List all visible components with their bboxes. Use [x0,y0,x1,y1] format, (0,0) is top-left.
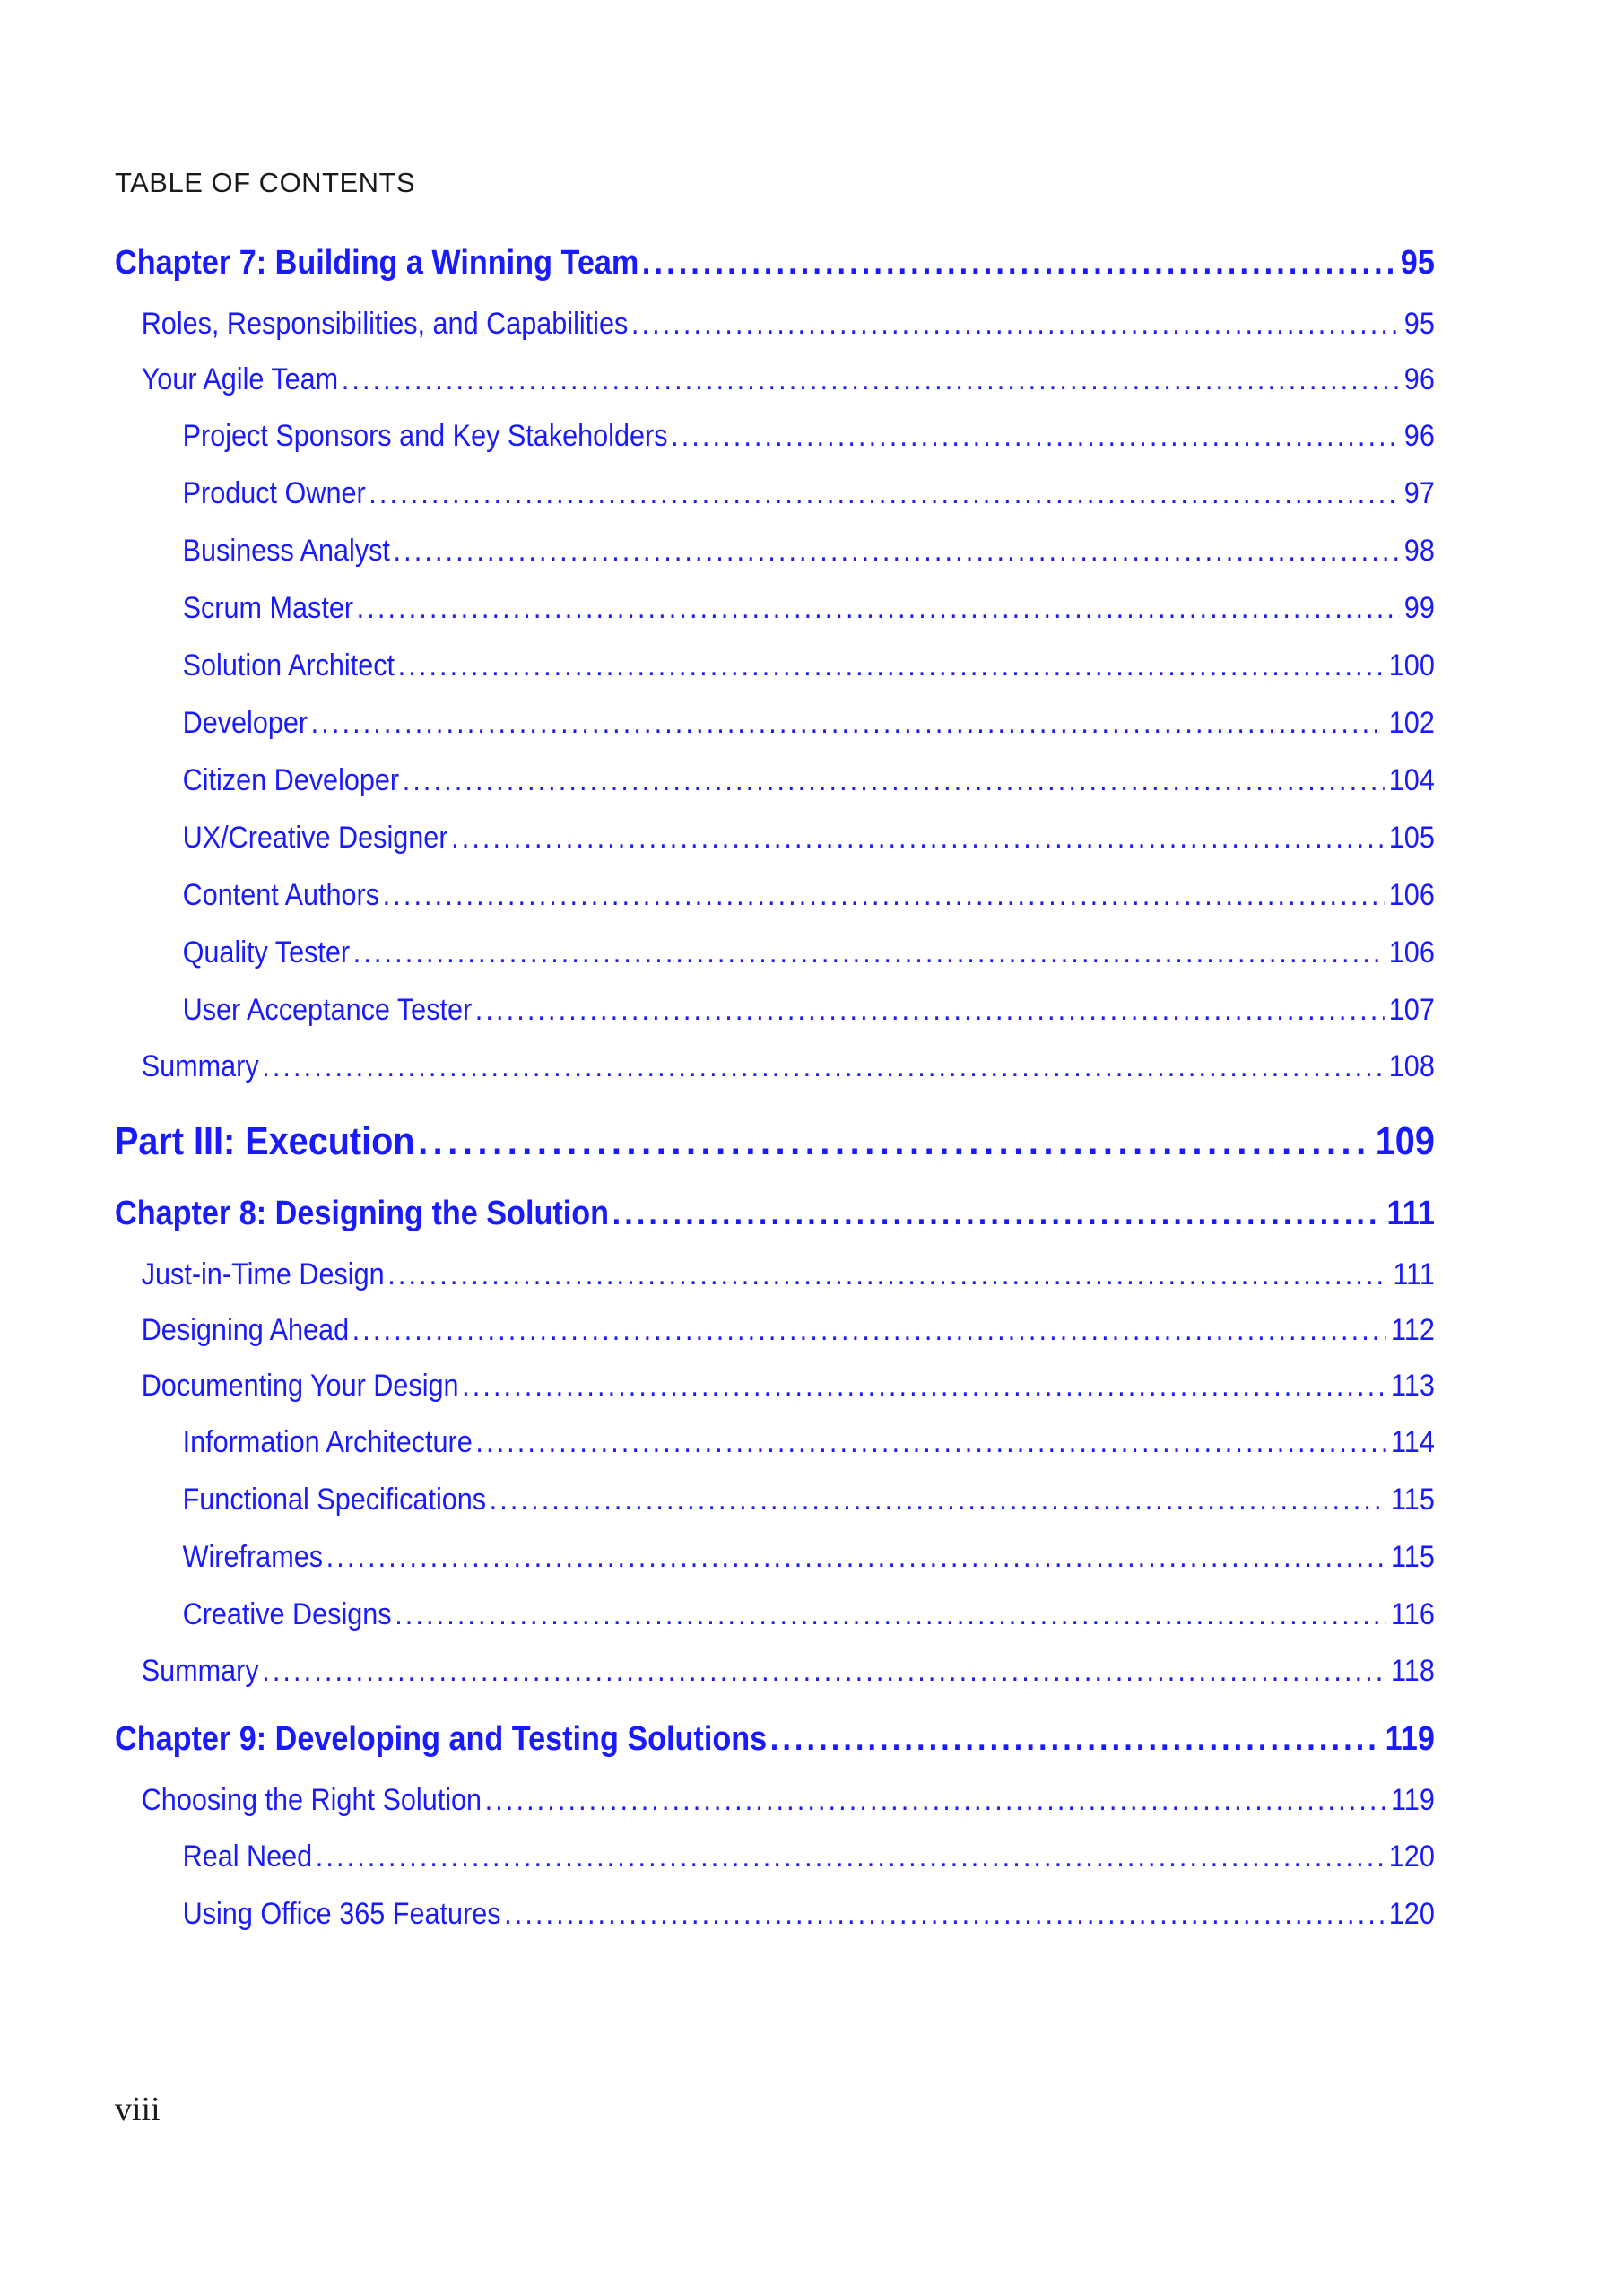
toc-entry-subsection[interactable] [115,1528,1435,1586]
toc-entry-page: 118 [1391,1654,1435,1688]
toc-entry-page: 98 [1403,534,1435,568]
toc-entry-page: 95 [1400,244,1435,282]
toc-entry-title: Roles, Responsibilities, and Capabilities [141,307,629,341]
toc-entry-part-3[interactable] [115,1110,1435,1173]
dot-leader [311,694,1385,752]
toc-entry-page: 119 [1391,1783,1435,1817]
toc-entry-title: Scrum Master [182,591,354,625]
dot-leader [642,235,1396,291]
toc-entry-subsection[interactable] [115,866,1435,924]
toc-entry-title: Your Agile Team [141,362,339,396]
toc-entry-title: Business Analyst [182,534,390,568]
toc-entry-subsection[interactable] [115,1885,1435,1943]
toc-entry-title: User Acceptance Tester [182,993,473,1027]
toc-entry-title: Part III: Execution [115,1119,415,1163]
dot-leader [316,1828,1385,1885]
toc-entry-page: 111 [1393,1257,1435,1292]
toc-entry-subsection[interactable] [115,1413,1435,1471]
dot-leader [504,1885,1384,1943]
toc-entry-title: Designing Ahead [141,1313,350,1347]
toc-entry-title: Using Office 365 Features [182,1897,501,1931]
toc-entry-title: Developer [182,706,308,740]
toc-entry-title: Information Architecture [182,1425,473,1459]
toc-entry-title: Summary [141,1049,259,1083]
toc-entry-page: 97 [1403,476,1435,510]
toc-entry-section[interactable] [115,1247,1435,1302]
dot-leader [671,407,1399,465]
dot-leader [403,752,1385,809]
dot-leader [462,1358,1386,1413]
toc-entry-page: 102 [1388,706,1435,740]
dot-leader [418,1110,1370,1173]
toc-entry-chapter-9[interactable] [115,1711,1435,1767]
toc-entry-section[interactable] [115,1358,1435,1413]
toc-entry-page: 106 [1388,878,1435,912]
toc-entry-title: Citizen Developer [182,763,400,797]
dot-leader [326,1528,1386,1586]
toc-entry-subsection[interactable] [115,924,1435,981]
toc-entry-page: 112 [1391,1313,1435,1347]
toc-entry-page: 105 [1388,821,1435,855]
toc-entry-subsection[interactable] [115,752,1435,809]
dot-leader [352,1302,1386,1358]
toc-entry-page: 95 [1403,307,1435,341]
dot-leader [451,809,1384,866]
toc-entry-title: Chapter 8: Designing the Solution [115,1195,610,1232]
dot-leader [612,1186,1383,1241]
toc-entry-page: 120 [1388,1839,1435,1874]
dot-leader [490,1471,1386,1528]
toc-entry-page: 106 [1388,935,1435,970]
toc-entry-chapter-7[interactable] [115,235,1435,291]
toc-entry-page: 96 [1403,362,1435,396]
toc-entry-subsection[interactable] [115,1471,1435,1528]
toc-entry-page: 119 [1385,1720,1435,1758]
dot-leader [387,1247,1388,1302]
toc-entry-title: UX/Creative Designer [182,821,448,855]
dot-leader [485,1772,1386,1828]
dot-leader [770,1711,1381,1767]
toc-entry-page: 114 [1391,1425,1435,1459]
toc-entry-title: Solution Architect [182,648,395,683]
toc-entry-section[interactable] [115,1039,1435,1094]
toc-entry-page: 100 [1388,648,1435,683]
toc-entry-title: Chapter 7: Building a Winning Team [115,244,639,282]
dot-leader [369,465,1399,522]
toc-entry-title: Content Authors [182,878,380,912]
toc-entry-section[interactable] [115,352,1435,407]
toc-entry-title: Creative Designs [182,1597,392,1631]
toc-entry-page: 116 [1391,1597,1435,1631]
toc-entry-section[interactable] [115,296,1435,352]
toc-entry-title: Documenting Your Design [141,1369,459,1403]
toc-entry-section[interactable] [115,1302,1435,1358]
dot-leader [475,981,1385,1039]
toc-entry-subsection[interactable] [115,637,1435,694]
toc-entry-title: Quality Tester [182,935,351,970]
dot-leader [262,1039,1384,1094]
dot-leader [262,1643,1385,1699]
toc-entry-page: 120 [1388,1897,1435,1931]
toc-entry-title: Summary [141,1654,259,1688]
toc-entry-subsection[interactable] [115,522,1435,579]
toc-entry-title: Chapter 9: Developing and Testing Solutions [115,1720,768,1758]
toc-entry-title: Real Need [182,1839,313,1874]
toc-entry-subsection[interactable] [115,694,1435,752]
dot-leader [342,352,1400,407]
dot-leader [395,1586,1385,1643]
toc-entry-subsection[interactable] [115,579,1435,637]
toc-entry-title: Just-in-Time Design [141,1257,385,1292]
page-number: viii [115,2091,161,2128]
toc-entry-chapter-8[interactable] [115,1186,1435,1241]
toc-entry-subsection[interactable] [115,981,1435,1039]
toc-entry-subsection[interactable] [115,809,1435,866]
toc-entry-subsection[interactable] [115,1828,1435,1885]
toc-entry-section[interactable] [115,1772,1435,1828]
toc-entry-section[interactable] [115,1643,1435,1699]
dot-leader [383,866,1385,924]
toc-entry-title: Functional Specifications [182,1483,487,1517]
toc-entry-title: Wireframes [182,1540,324,1574]
toc-entry-title: Product Owner [182,476,366,510]
toc-entry-title: Project Sponsors and Key Stakeholders [182,419,668,453]
dot-leader [353,924,1385,981]
table-of-contents [115,235,1435,1943]
toc-entry-title: Choosing the Right Solution [141,1783,482,1817]
toc-entry-subsection[interactable] [115,407,1435,465]
dot-leader [394,522,1400,579]
toc-entry-subsection[interactable] [115,1586,1435,1643]
toc-entry-page: 113 [1391,1369,1435,1403]
toc-entry-page: 111 [1386,1195,1435,1232]
toc-entry-page: 115 [1391,1540,1435,1574]
toc-entry-page: 104 [1388,763,1435,797]
dot-leader [631,296,1400,352]
toc-entry-subsection[interactable] [115,465,1435,522]
toc-entry-page: 99 [1403,591,1435,625]
toc-entry-page: 96 [1403,419,1435,453]
dot-leader [398,637,1385,694]
toc-entry-page: 107 [1388,993,1435,1027]
dot-leader [475,1413,1385,1471]
toc-entry-page: 109 [1375,1119,1435,1163]
running-head: TABLE OF CONTENTS [115,167,416,198]
toc-entry-page: 115 [1391,1483,1435,1517]
toc-entry-page: 108 [1388,1049,1435,1083]
dot-leader [357,579,1400,637]
